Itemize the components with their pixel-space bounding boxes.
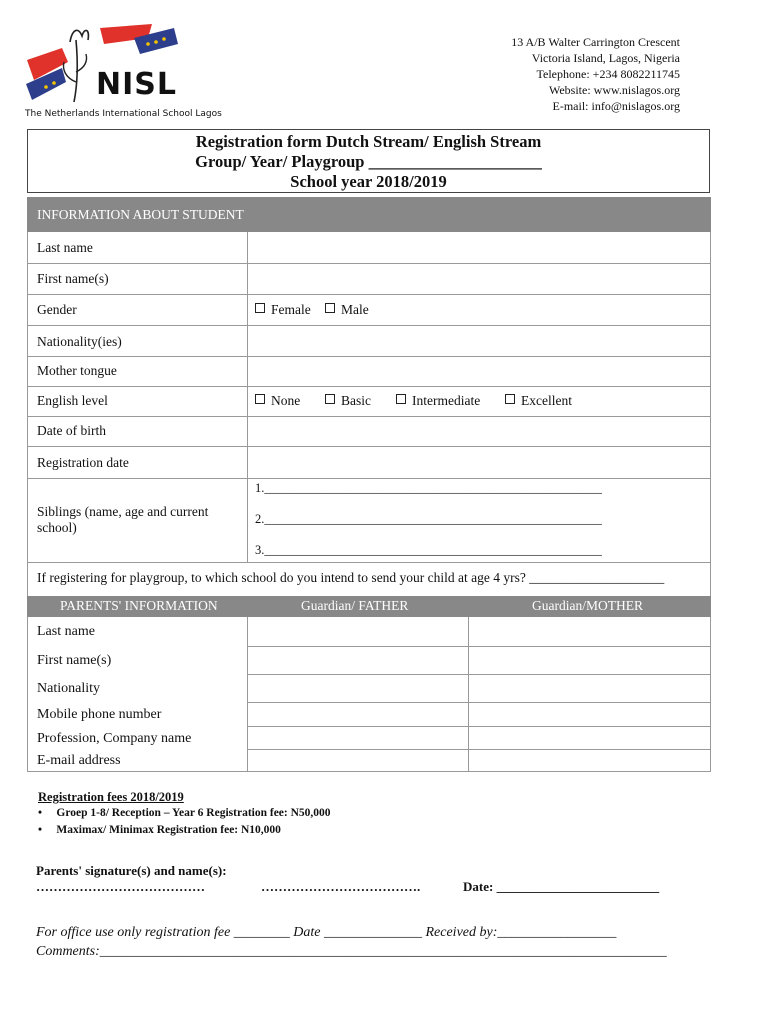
playgroup-question[interactable]: If registering for playgroup, to which school do you intend to send your child at age 4 yrs? ____________________ <box>37 570 665 585</box>
english-none-option[interactable]: None <box>255 393 300 409</box>
checkbox-icon[interactable] <box>325 303 335 313</box>
signature-field-1[interactable]: ………………………………… <box>36 879 205 894</box>
fee-item: • Groep 1-8/ Reception – Year 6 Registration fee: N50,000 <box>38 807 331 819</box>
address-line: Victoria Island, Lagos, Nigeria <box>531 51 680 65</box>
parent-label-mobile: Mobile phone number <box>37 707 162 722</box>
form-title-box <box>27 129 710 193</box>
parent-label-nationality: Nationality <box>37 681 100 696</box>
col-father: Guardian/ FATHER <box>301 598 409 613</box>
student-section-header <box>27 197 711 232</box>
label-gender: Gender <box>37 302 77 317</box>
school-address <box>511 34 680 114</box>
english-basic-option[interactable]: Basic <box>325 393 371 409</box>
student-first-names-field[interactable] <box>248 265 708 293</box>
label-english-level: English level <box>37 393 108 408</box>
label-last-name: Last name <box>37 240 93 255</box>
gender-female-option[interactable]: Female <box>255 302 311 318</box>
parent-label-first-names: First name(s) <box>37 653 112 668</box>
group-year-line: Group/ Year/ Playgroup _____________________ <box>195 152 542 171</box>
label-nationality: Nationality(ies) <box>37 334 122 349</box>
school-year: School year 2018/2019 <box>290 172 447 191</box>
label-date-of-birth: Date of birth <box>37 423 106 438</box>
label-siblings: Siblings (name, age and current school) <box>37 504 209 535</box>
col-mother: Guardian/MOTHER <box>532 598 643 613</box>
student-registration-date-field[interactable] <box>248 448 708 477</box>
checkbox-icon[interactable] <box>396 394 406 404</box>
fee-item: • Maximax/ Minimax Registration fee: N10,000 <box>38 824 281 836</box>
signature-field-2[interactable]: ………………………………. <box>261 879 421 894</box>
logo-text: NISL <box>96 67 177 102</box>
checkbox-icon[interactable] <box>255 303 265 313</box>
fees-heading: Registration fees 2018/2019 <box>38 790 184 804</box>
office-use-line: For office use only registration fee ________ Date ______________ Received by:_________________ <box>36 925 617 940</box>
parent-label-last-name: Last name <box>37 624 95 639</box>
student-last-name-field[interactable] <box>248 234 708 262</box>
telephone: Telephone: +234 8082211745 <box>536 67 680 81</box>
address-line: 13 A/B Walter Carrington Crescent <box>511 35 680 49</box>
website: Website: www.nislagos.org <box>548 83 680 97</box>
email: E-mail: info@nislagos.org <box>552 99 680 113</box>
checkbox-icon[interactable] <box>255 394 265 404</box>
form-title: Registration form Dutch Stream/ English Stream <box>195 132 542 151</box>
sibling-line[interactable]: 2.______________________________________________________ <box>255 512 602 526</box>
parents-section-title: PARENTS' INFORMATION <box>60 598 218 613</box>
parents-section-header <box>27 596 711 617</box>
sibling-line[interactable]: 1.______________________________________________________ <box>255 481 602 495</box>
gender-male-option[interactable]: Male <box>325 302 369 318</box>
parent-label-profession: Profession, Company name <box>37 731 192 746</box>
student-nationality-field[interactable] <box>248 327 708 355</box>
student-mother-tongue-field[interactable] <box>248 358 708 385</box>
signature-label: Parents' signature(s) and name(s): <box>36 863 227 878</box>
label-registration-date: Registration date <box>37 455 129 470</box>
sibling-line[interactable]: 3.______________________________________________________ <box>255 543 602 557</box>
comments-line: Comments:_________________________________________________________________________________ <box>36 944 667 959</box>
student-dob-field[interactable] <box>248 418 708 445</box>
checkbox-icon[interactable] <box>325 394 335 404</box>
label-mother-tongue: Mother tongue <box>37 363 117 378</box>
label-first-names: First name(s) <box>37 271 109 286</box>
signature-date-field[interactable]: Date: _________________________ <box>463 879 660 894</box>
parent-label-email: E-mail address <box>37 753 121 768</box>
english-intermediate-option[interactable]: Intermediate <box>396 393 480 409</box>
logo-subtitle: The Netherlands International School Lagos <box>25 109 222 119</box>
student-section-title: INFORMATION ABOUT STUDENT <box>37 207 244 222</box>
english-excellent-option[interactable]: Excellent <box>505 393 572 409</box>
checkbox-icon[interactable] <box>505 394 515 404</box>
